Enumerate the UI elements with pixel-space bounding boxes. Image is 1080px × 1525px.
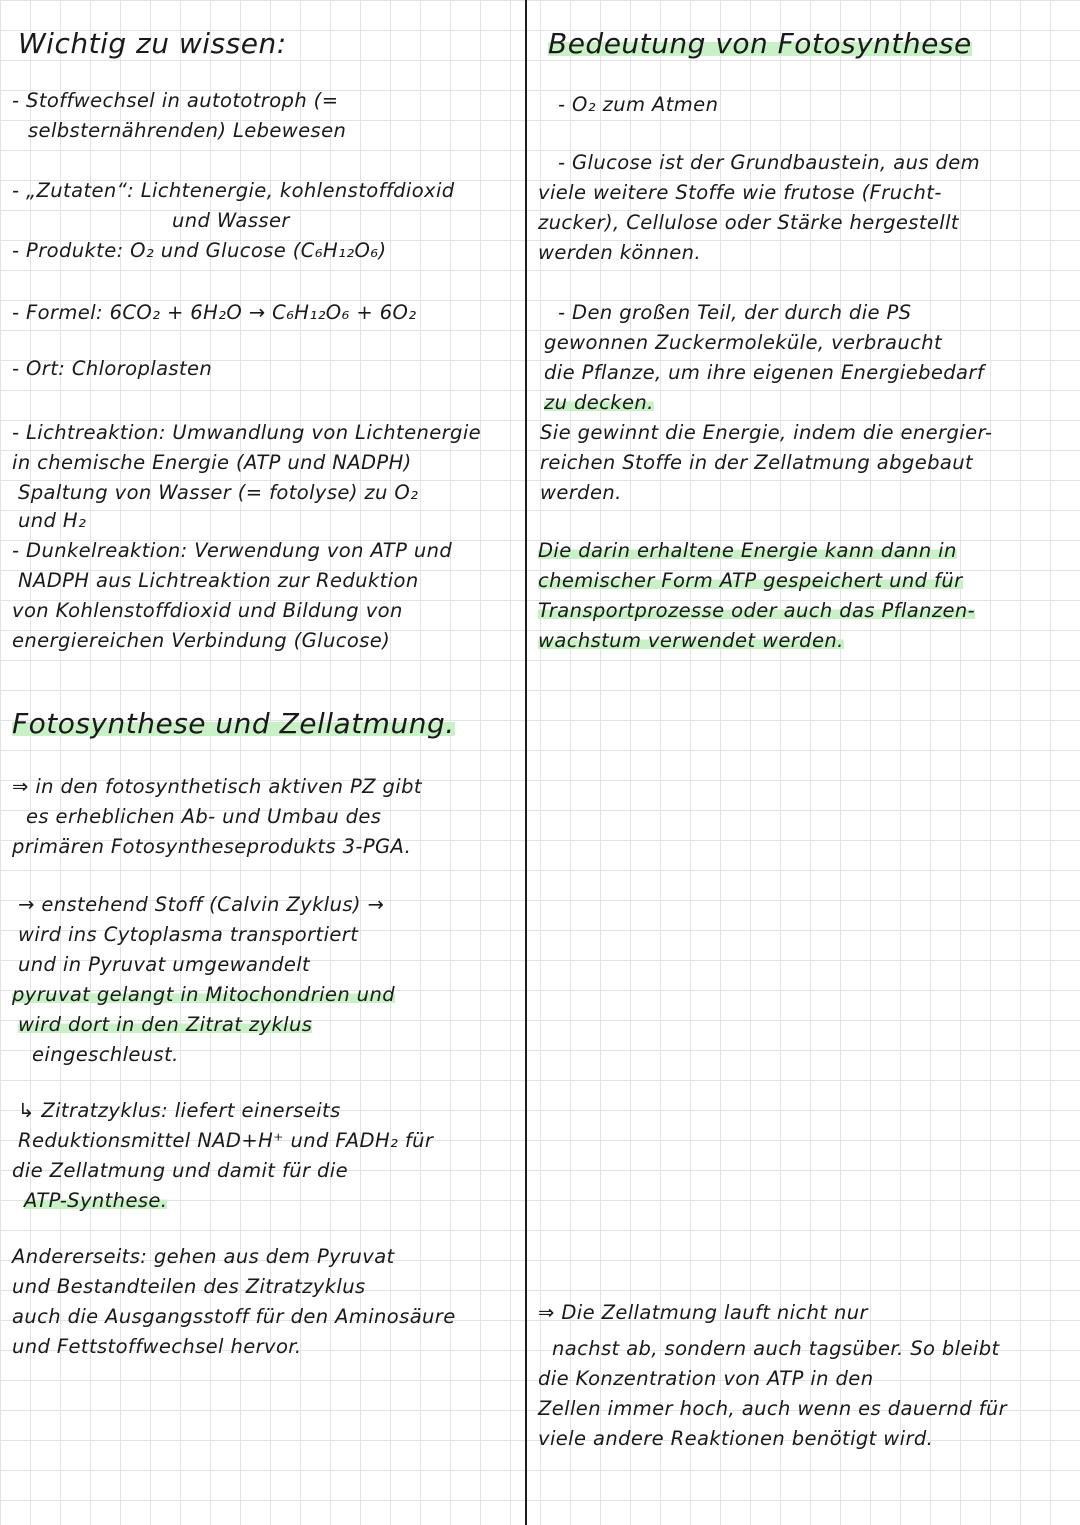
- heading-wichtig: Wichtig zu wissen:: [18, 27, 287, 60]
- note-stoffwechsel-1: - Stoffwechsel in autototroph (=: [12, 89, 339, 112]
- note-teil-4: zu decken.: [544, 391, 654, 414]
- note-dunkelreaktion-4: energiereichen Verbindung (Glucose): [12, 629, 391, 652]
- note-glucose-3: zucker), Cellulose oder Stärke hergestellt: [538, 211, 959, 234]
- note-teil-5: Sie gewinnt die Energie, indem die energier-: [540, 421, 993, 444]
- note-stoff-5: wird dort in den Zitrat zyklus: [18, 1013, 313, 1036]
- note-lichtreaktion-3: Spaltung von Wasser (= fotolyse) zu O₂: [18, 481, 419, 504]
- note-zellatmung-2: nachst ab, sondern auch tagsüber. So bleibt: [552, 1337, 1000, 1360]
- note-darin-4: wachstum verwendet werden.: [538, 629, 844, 652]
- note-andererseits-1: Andererseits: gehen aus dem Pyruvat: [12, 1245, 395, 1268]
- note-darin-3: Transportprozesse oder auch das Pflanzen-: [538, 599, 976, 622]
- note-zutaten-1: - „Zutaten“: Lichtenergie, kohlenstoffdioxid: [12, 179, 455, 202]
- note-zellatmung-4: Zellen immer hoch, auch wenn es dauernd für: [538, 1397, 1008, 1420]
- note-stoff-4: pyruvat gelangt in Mitochondrien und: [12, 983, 395, 1006]
- note-teil-7: werden.: [540, 481, 622, 504]
- note-stoffwechsel-2: selbsternährenden) Lebewesen: [28, 119, 347, 142]
- note-andererseits-4: und Fettstoffwechsel hervor.: [12, 1335, 302, 1358]
- column-divider: [525, 0, 527, 1525]
- note-zellatmung-3: die Konzentration von ATP in den: [538, 1367, 874, 1390]
- note-lichtreaktion-4: und H₂: [18, 509, 87, 532]
- note-ort: - Ort: Chloroplasten: [12, 357, 213, 380]
- note-dunkelreaktion-2: NADPH aus Lichtreaktion zur Reduktion: [18, 569, 419, 592]
- note-glucose-4: werden können.: [538, 241, 701, 264]
- note-stoff-6: eingeschleust.: [32, 1043, 179, 1066]
- note-teil-1: - Den großen Teil, der durch die PS: [558, 301, 912, 324]
- note-zitrat-3: die Zellatmung und damit für die: [12, 1159, 348, 1182]
- note-zellatmung-1: ⇒ Die Zellatmung lauft nicht nur: [538, 1301, 868, 1324]
- note-stoff-2: wird ins Cytoplasma transportiert: [18, 923, 359, 946]
- note-teil-6: reichen Stoffe in der Zellatmung abgebaut: [540, 451, 974, 474]
- heading-bedeutung: Bedeutung von Fotosynthese: [548, 27, 972, 60]
- note-teil-2: gewonnen Zuckermoleküle, verbraucht: [544, 331, 943, 354]
- note-pz-3: primären Fotosyntheseprodukts 3-PGA.: [12, 835, 412, 858]
- note-glucose-2: viele weitere Stoffe wie frutose (Frucht-: [538, 181, 942, 204]
- note-zutaten-2: und Wasser: [172, 209, 290, 232]
- note-zitrat-4: ATP-Synthese.: [24, 1189, 168, 1212]
- note-andererseits-3: auch die Ausgangsstoff für den Aminosäure: [12, 1305, 456, 1328]
- note-darin-1: Die darin erhaltene Energie kann dann in: [538, 539, 957, 562]
- note-stoff-3: und in Pyruvat umgewandelt: [18, 953, 311, 976]
- note-produkte: - Produkte: O₂ und Glucose (C₆H₁₂O₆): [12, 239, 387, 262]
- note-dunkelreaktion-1: - Dunkelreaktion: Verwendung von ATP und: [12, 539, 453, 562]
- note-andererseits-2: und Bestandteilen des Zitratzyklus: [12, 1275, 366, 1298]
- note-pz-2: es erheblichen Ab- und Umbau des: [26, 805, 382, 828]
- note-zitrat-2: Reduktionsmittel NAD+H⁺ und FADH₂ für: [18, 1129, 434, 1152]
- heading-fotosynthese-zellatmung: Fotosynthese und Zellatmung.: [12, 707, 455, 740]
- note-dunkelreaktion-3: von Kohlenstoffdioxid und Bildung von: [12, 599, 403, 622]
- note-stoff-1: → enstehend Stoff (Calvin Zyklus) →: [18, 893, 385, 916]
- note-darin-2: chemischer Form ATP gespeichert und für: [538, 569, 963, 592]
- note-lichtreaktion-1: - Lichtreaktion: Umwandlung von Lichtenergie: [12, 421, 482, 444]
- note-lichtreaktion-2: in chemische Energie (ATP und NADPH): [12, 451, 412, 474]
- note-teil-3: die Pflanze, um ihre eigenen Energiebedarf: [544, 361, 985, 384]
- note-glucose-1: - Glucose ist der Grundbaustein, aus dem: [558, 151, 981, 174]
- note-formel: - Formel: 6CO₂ + 6H₂O → C₆H₁₂O₆ + 6O₂: [12, 301, 417, 324]
- note-pz-1: ⇒ in den fotosynthetisch aktiven PZ gibt: [12, 775, 422, 798]
- note-zitrat-1: ↳ Zitratzyklus: liefert einerseits: [18, 1099, 341, 1122]
- note-o2: - O₂ zum Atmen: [558, 93, 719, 116]
- note-zellatmung-5: viele andere Reaktionen benötigt wird.: [538, 1427, 934, 1450]
